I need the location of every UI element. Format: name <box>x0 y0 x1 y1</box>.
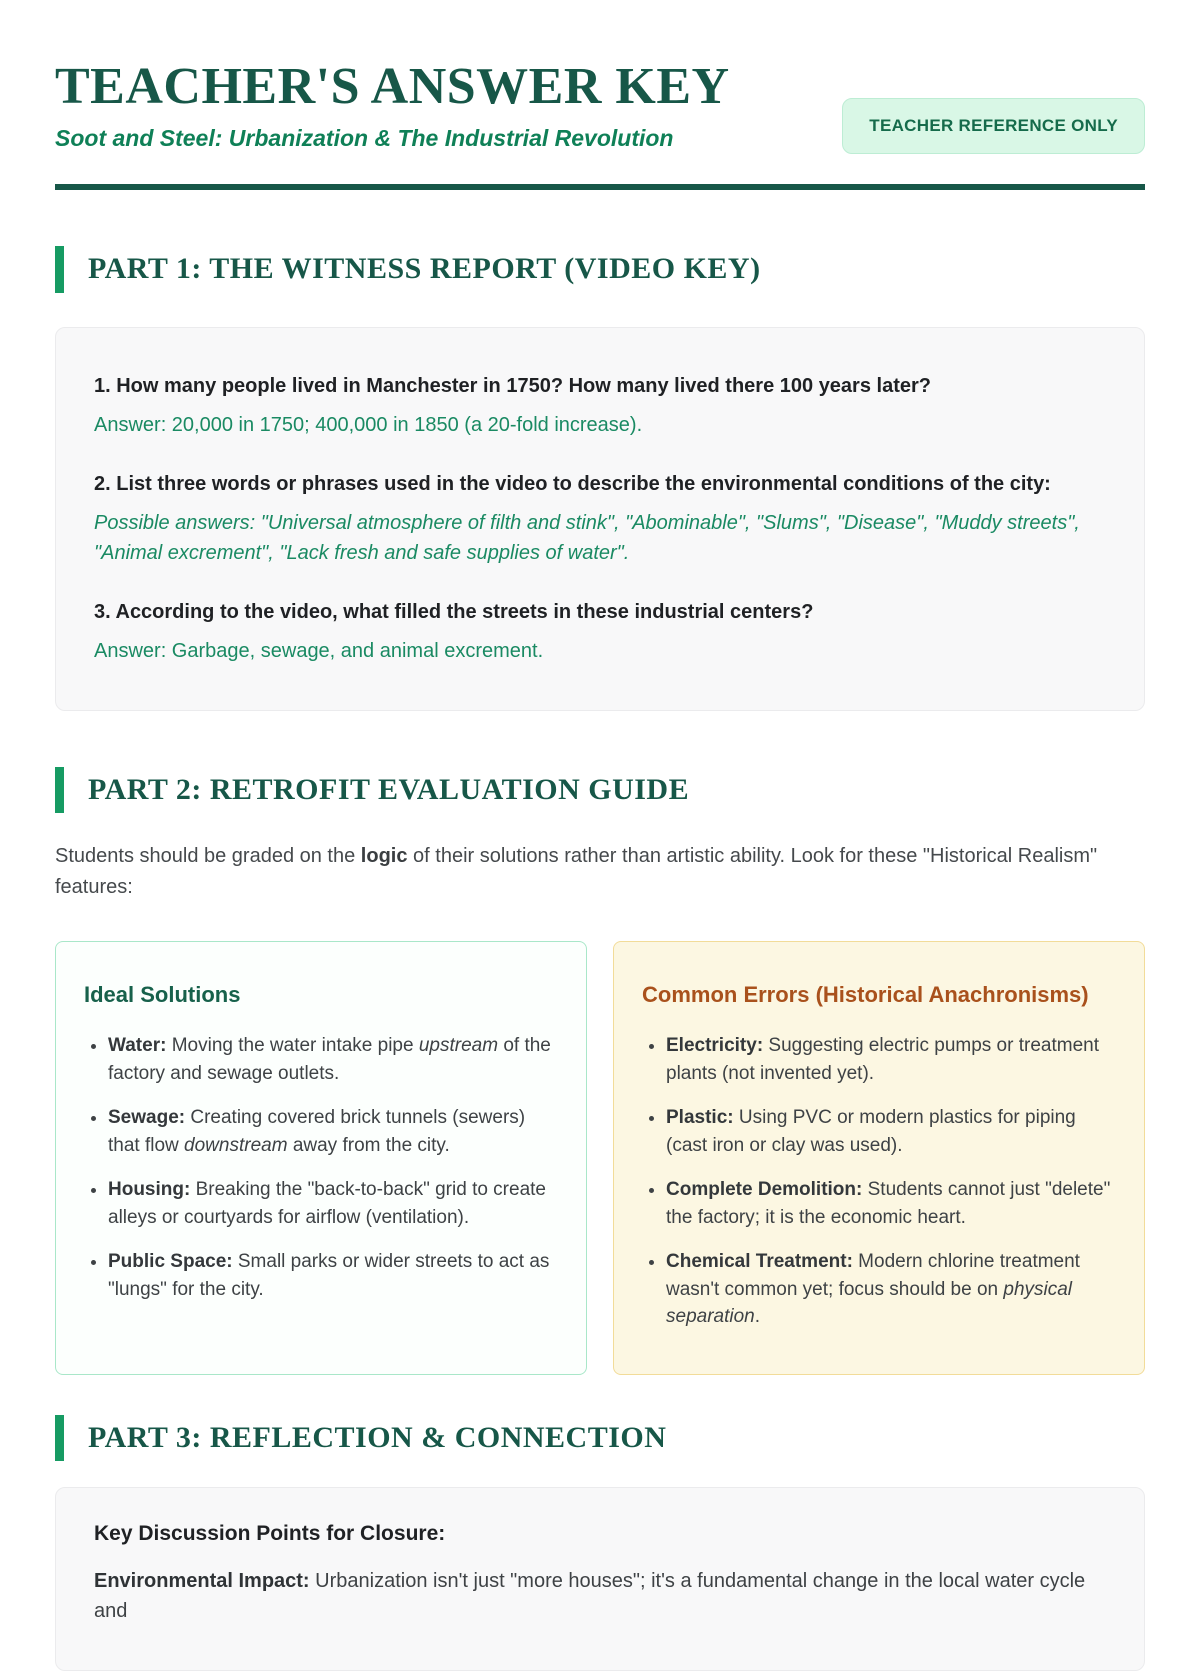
item-text: Using PVC or modern plastics for piping (cast iron or clay was used). <box>666 1107 1076 1156</box>
list-item <box>108 1104 558 1159</box>
answer-3: Answer: Garbage, sewage, and animal excrement. <box>94 639 544 662</box>
question-2: 2. List three words or phrases used in the video to describe the environmental conditions of the city: <box>94 472 1051 495</box>
item-text: Suggesting electric pumps or treatment plants (not invented yet). <box>666 1035 1099 1084</box>
item-label: Electricity: <box>666 1035 764 1056</box>
list-item <box>666 1248 1116 1331</box>
common-errors-box <box>613 941 1145 1375</box>
qa-item-1 <box>94 372 1106 440</box>
part1-heading: PART 1: THE WITNESS REPORT (VIDEO KEY) <box>55 246 1145 293</box>
list-item <box>666 1032 1116 1087</box>
item-label: Complete Demolition: <box>666 1179 863 1201</box>
item-text: of the factory and sewage outlets. <box>108 1035 551 1084</box>
discussion-point-label: Environmental Impact: <box>94 1570 310 1593</box>
part2-heading: PART 2: RETROFIT EVALUATION GUIDE <box>55 767 1145 814</box>
qa-item-2 <box>94 470 1106 568</box>
item-text: Modern chlorine treatment wasn't common yet; focus should be on <box>666 1251 1080 1300</box>
part3-heading: PART 3: REFLECTION & CONNECTION <box>55 1415 1145 1462</box>
item-label: Plastic: <box>666 1107 734 1129</box>
answer-2: Possible answers: "Universal atmosphere of filth and stink", "Abominable", "Slums", "Disease", "Muddy streets", "Animal excrement", "Lack fresh and safe supplies of water". <box>94 511 1080 564</box>
common-errors-heading: Common Errors (Historical Anachronisms) <box>642 982 1089 1007</box>
evaluation-boxes <box>55 941 1145 1375</box>
header-divider <box>55 184 1145 190</box>
item-text: Students cannot just "delete" the factory; it is the economic heart. <box>666 1179 1111 1228</box>
item-text: Small parks or wider streets to act as "lungs" for the city. <box>108 1251 550 1300</box>
common-errors-list <box>642 1032 1116 1331</box>
page-title: TEACHER'S ANSWER KEY <box>55 58 730 115</box>
intro-text-after: of their solutions rather than artistic ability. Look for these "Historical Realism" features: <box>55 845 1098 898</box>
ideal-solutions-heading: Ideal Solutions <box>84 982 241 1007</box>
item-label: Chemical Treatment: <box>666 1251 853 1273</box>
intro-text-bold: logic <box>360 845 408 867</box>
part1-answer-card <box>55 327 1145 711</box>
header-text-block <box>55 58 730 152</box>
list-item <box>666 1104 1116 1159</box>
ideal-solutions-list <box>84 1032 558 1303</box>
header <box>55 58 1145 154</box>
intro-text-before: Students should be graded on the <box>55 845 361 867</box>
page-subtitle: Soot and Steel: Urbanization & The Industrial Revolution <box>55 125 674 152</box>
discussion-point <box>94 1566 1106 1626</box>
question-3: 3. According to the video, what filled the streets in these industrial centers? <box>94 600 814 623</box>
item-text: Moving the water intake pipe <box>166 1035 419 1056</box>
item-emphasis: physical separation <box>666 1278 1073 1328</box>
item-emphasis: upstream <box>418 1035 499 1056</box>
teacher-reference-badge: TEACHER REFERENCE ONLY <box>842 98 1145 154</box>
item-label: Housing: <box>108 1179 191 1201</box>
item-emphasis: downstream <box>184 1134 288 1156</box>
item-label: Sewage: <box>108 1107 186 1129</box>
item-text: away from the city. <box>287 1134 450 1156</box>
ideal-solutions-box <box>55 941 587 1375</box>
part3-discussion-card <box>55 1487 1145 1671</box>
item-text: . <box>754 1306 761 1328</box>
answer-1: Answer: 20,000 in 1750; 400,000 in 1850 (a 20-fold increase). <box>94 413 643 436</box>
list-item <box>108 1176 558 1231</box>
discussion-points-heading: Key Discussion Points for Closure: <box>94 1522 446 1546</box>
list-item <box>666 1176 1116 1231</box>
list-item <box>108 1032 558 1087</box>
item-label: Water: <box>108 1035 167 1056</box>
part2-intro <box>55 841 1145 903</box>
item-text: Creating covered brick tunnels (sewers) that flow <box>108 1107 526 1156</box>
item-text: Breaking the "back-to-back" grid to create alleys or courtyards for airflow (ventilation). <box>108 1179 546 1228</box>
qa-item-3 <box>94 598 1106 666</box>
item-label: Public Space: <box>108 1251 233 1273</box>
list-item <box>108 1248 558 1303</box>
discussion-point-text: Urbanization isn't just "more houses"; it's a fundamental change in the local water cycle and <box>94 1570 1086 1623</box>
question-1: 1. How many people lived in Manchester in 1750? How many lived there 100 years later? <box>94 374 931 397</box>
